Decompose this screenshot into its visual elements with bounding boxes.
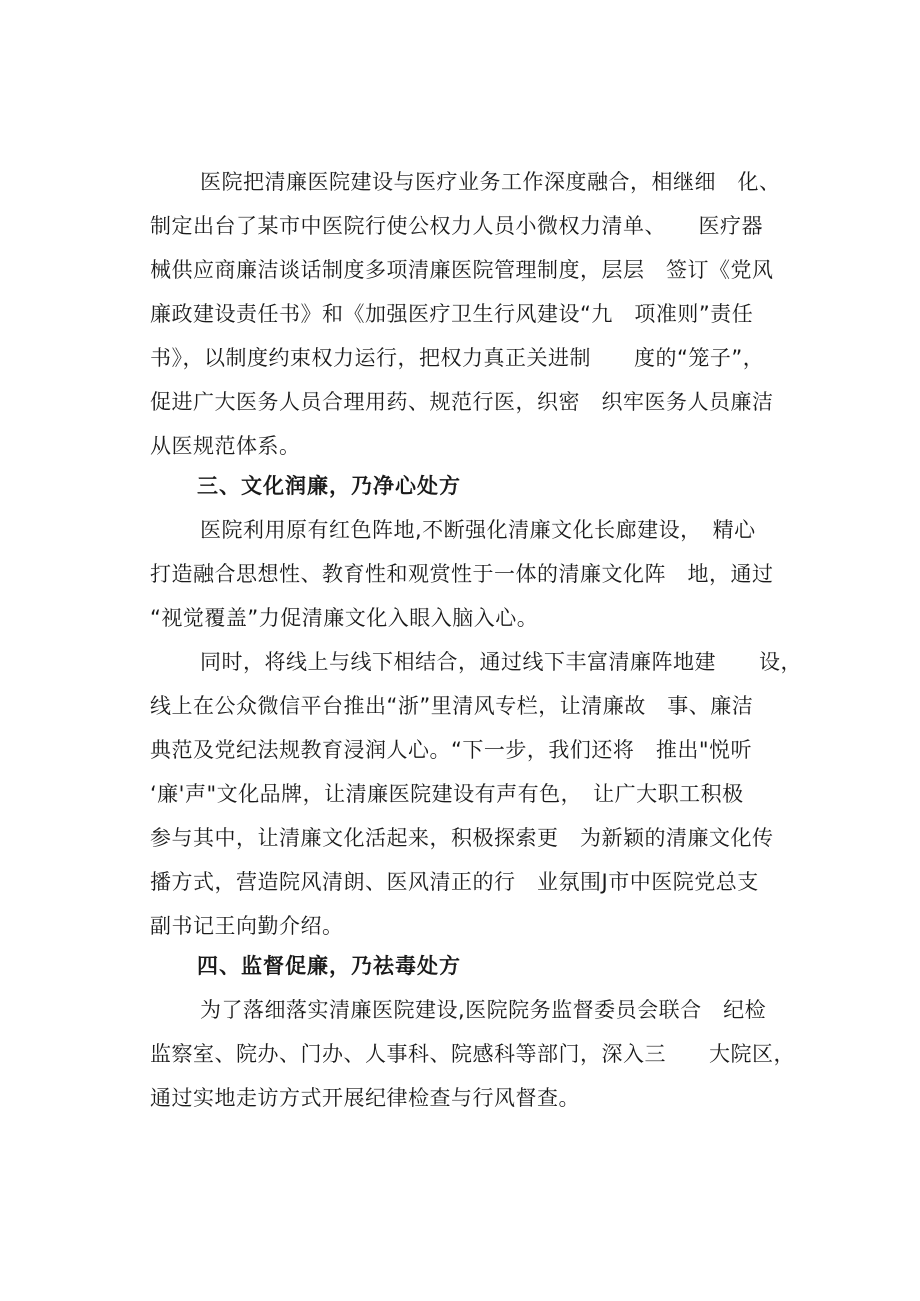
- text-line: 为了落细落实清廉医院建设,医院院务监督委员会联合 纪检: [200, 998, 767, 1022]
- text-line: 通过实地走访方式开展纪律检查与行风督查。: [150, 1086, 580, 1110]
- text-line: “视觉覆盖”力促清廉文化入眼入脑入心。: [150, 606, 539, 630]
- text-line: 从医规范体系。: [150, 434, 301, 458]
- section-heading-3: 三、文化润廉，乃净心处方: [197, 474, 461, 498]
- text-line: 参与其中，让清廉文化活起来，积极探索更 为新颖的清廉文化传: [150, 826, 774, 850]
- text-line: 线上在公众微信平台推出“浙”里清风专栏，让清廉故 事、廉洁: [150, 694, 754, 718]
- text-line: 书》，以制度约束权力运行，把权力真正关进制 度的“笼子”，: [150, 346, 765, 370]
- text-line: 监察室、院办、门办、人事科、院感科等部门，深入三 大院区，: [150, 1042, 795, 1066]
- text-line: 播方式，营造院风清朗、医风清正的行 业氛围J市中医院党总支: [150, 870, 759, 894]
- section-heading-4: 四、监督促廉，乃祛毒处方: [197, 954, 461, 978]
- text-line: 促进广大医务人员合理用药、规范行医，织密 织牢医务人员廉洁: [150, 390, 774, 414]
- text-line: 副书记王向勤介绍。: [150, 914, 344, 938]
- text-line: 医院利用原有红色阵地,不断强化清廉文化长廊建设， 精心: [200, 518, 756, 542]
- text-line: 同时，将线上与线下相结合，通过线下丰富清廉阵地建 设，: [200, 650, 802, 674]
- text-line: 医院把清廉医院建设与医疗业务工作深度融合，相继细 化、: [200, 170, 781, 194]
- text-line: 打造融合思想性、教育性和观赏性于一体的清廉文化阵 地，通过: [150, 562, 774, 586]
- text-line: 廉政建设责任书》和《加强医疗卫生行风建设“九 项准则”责任: [150, 302, 754, 326]
- text-line: 制定出台了某市中医院行使公权力人员小微权力清单、 医疗器: [150, 214, 763, 238]
- text-line: 械供应商廉洁谈话制度多项清廉医院管理制度，层层 签订《党风: [150, 258, 774, 282]
- text-line: 典范及党纪法规教育浸润人心。“下一步，我们还将 推出"悦听: [150, 738, 753, 762]
- text-line: ‘廉'声"文化品牌，让清廉医院建设有声有色， 让广大职工积极: [150, 782, 744, 806]
